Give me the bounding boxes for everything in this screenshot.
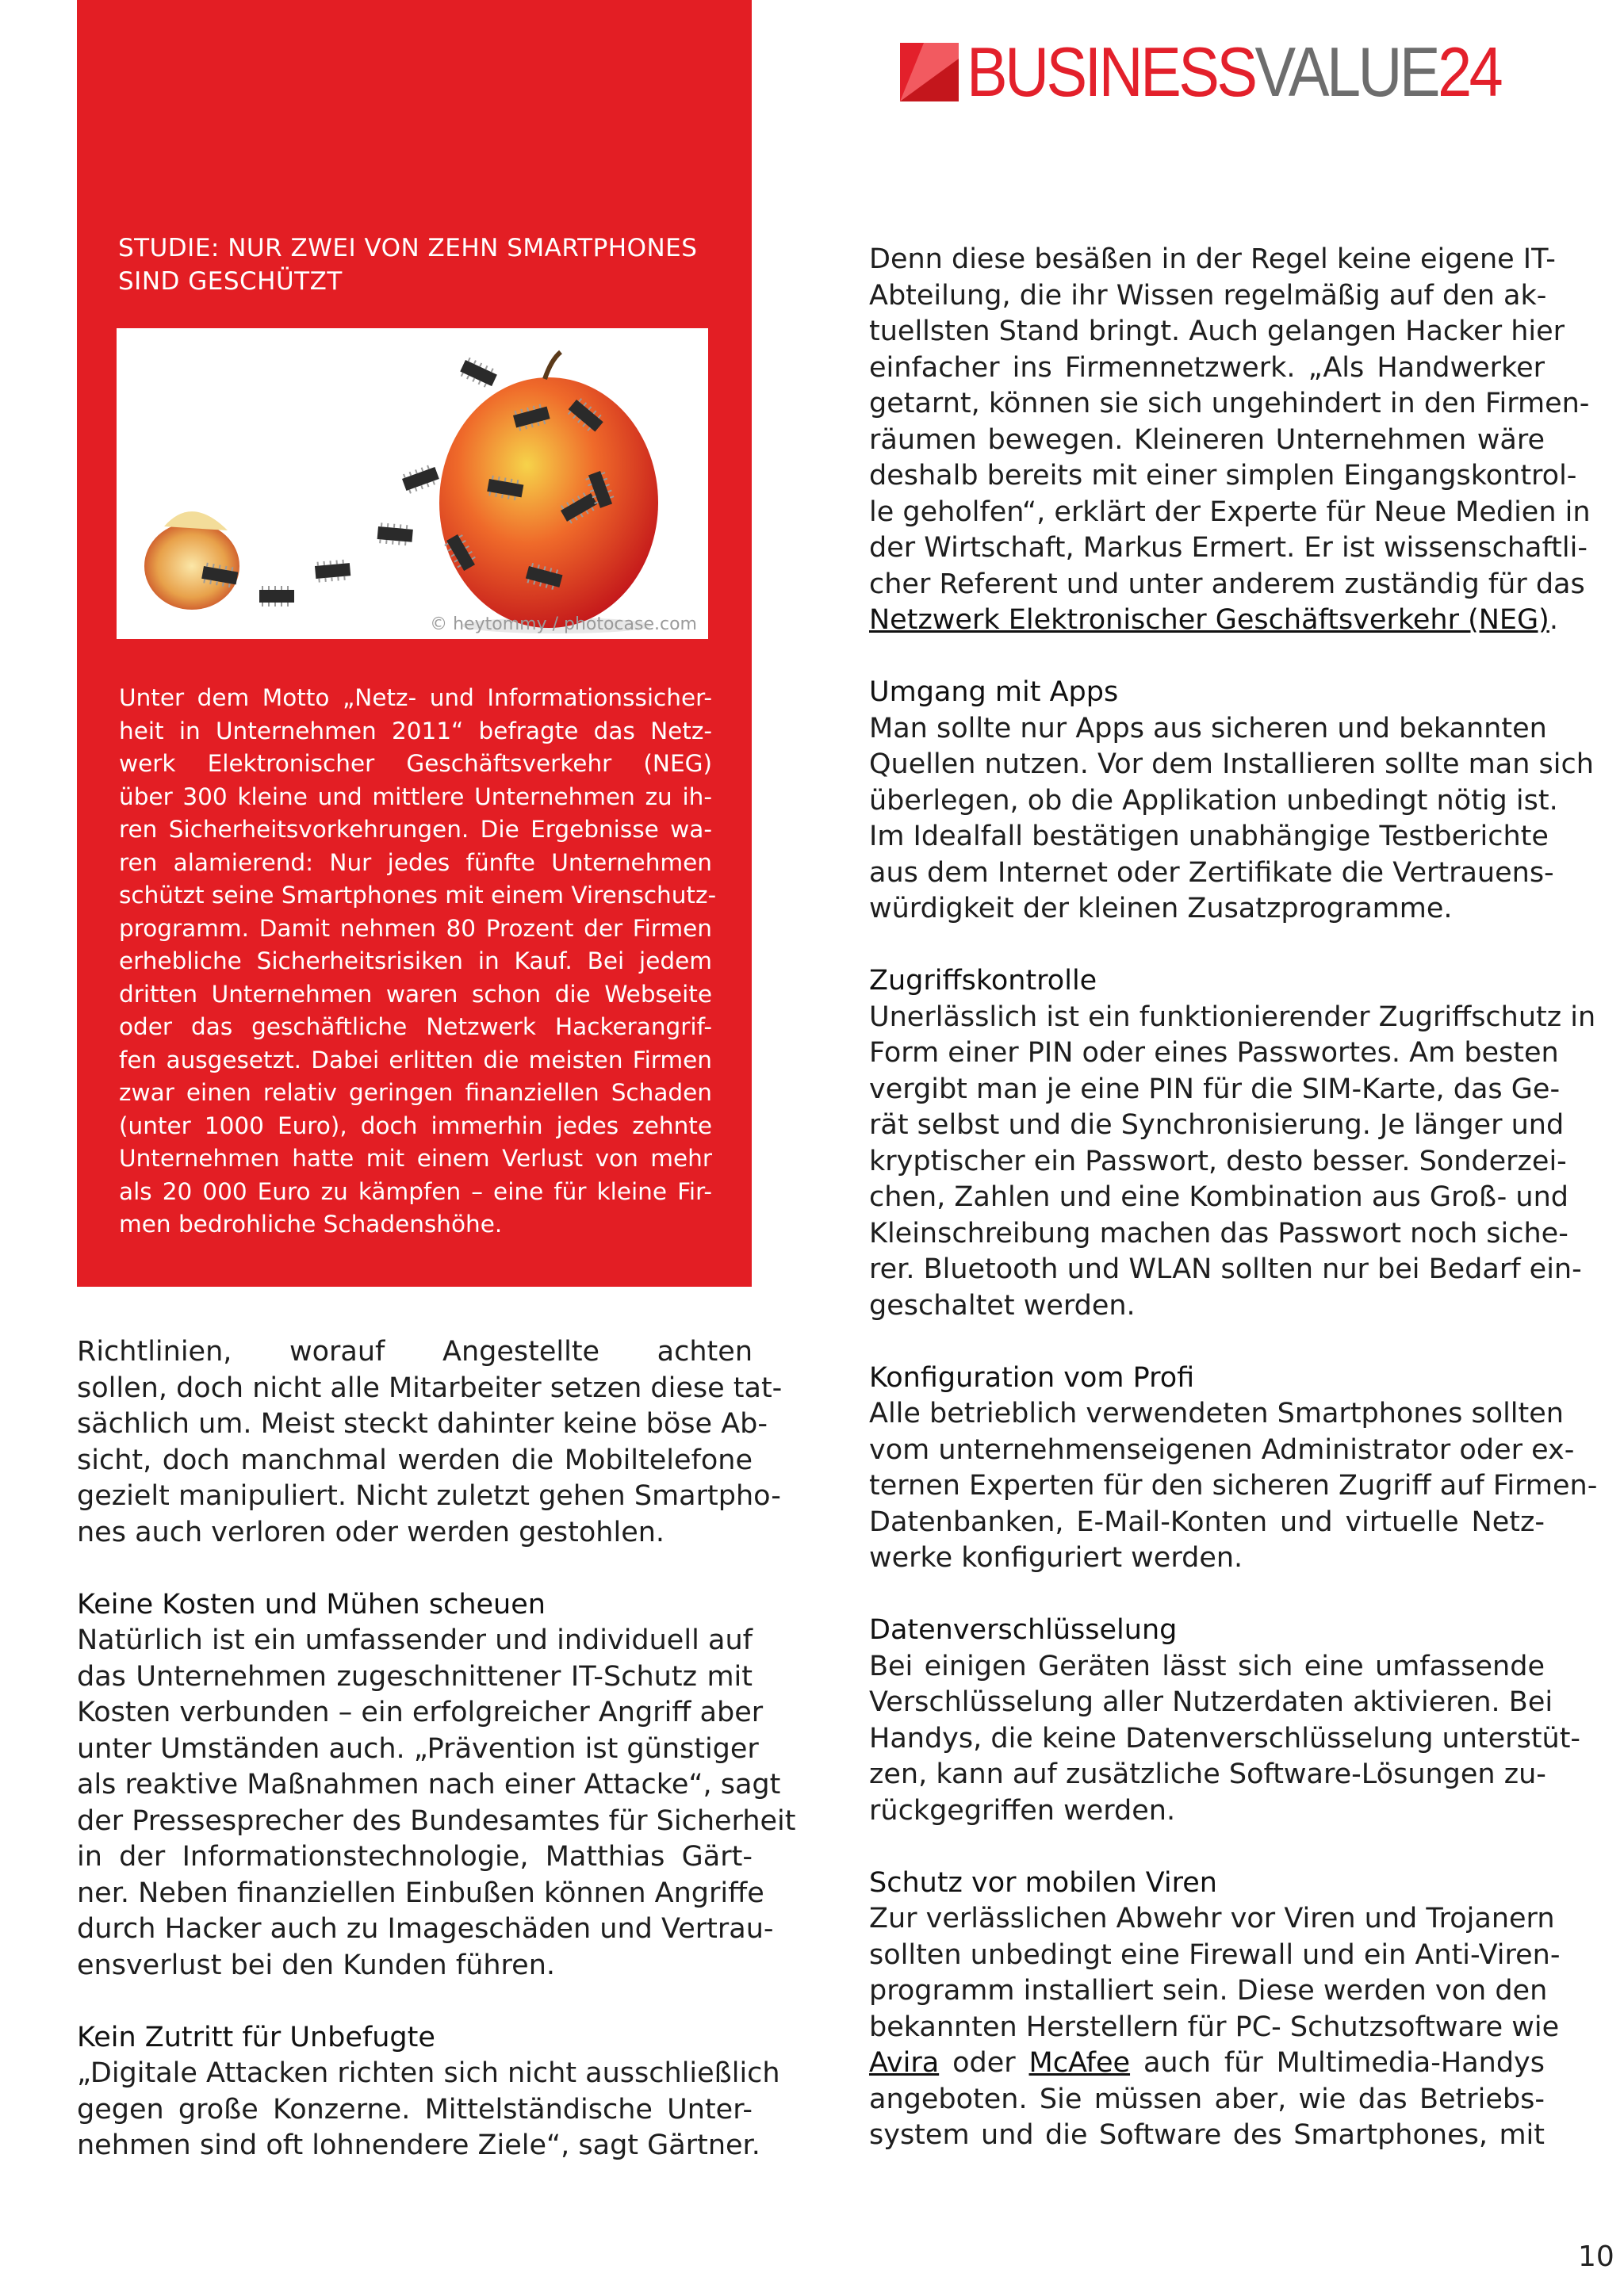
avira-link[interactable]: Avira <box>869 2047 940 2079</box>
paragraph-line: bekannten Herstellern für PC- Schutzsoftware wie <box>869 2011 1560 2043</box>
section-heading: Keine Kosten und Mühen scheuen <box>77 1588 546 1621</box>
paragraph-line: Richtlinien, worauf Angestellte achten <box>77 1336 753 1368</box>
after-links-text: auch für Multimedia-Handys <box>1130 2047 1545 2079</box>
paragraph-line: sollen, doch nicht alle Mitarbeiter setzen diese tat- <box>77 1372 783 1404</box>
sidebar-line: heit in Unternehmen 2011“ befragte das Netz- <box>119 717 712 744</box>
section-heading: Konfiguration vom Profi <box>869 1361 1195 1394</box>
logo-number: 24 <box>1438 33 1501 111</box>
paragraph-line: als reaktive Maßnahmen nach einer Attacke“, sagt <box>77 1769 781 1800</box>
sidebar-line: über 300 kleine und mittlere Unternehmen zu ih- <box>119 783 712 810</box>
sidebar-line: erhebliche Sicherheitsrisiken in Kauf. Bei jedem <box>119 947 712 974</box>
paragraph-line <box>869 2045 1545 2082</box>
paragraph-line: in der Informationstechnologie, Matthias Gärt- <box>77 1841 753 1873</box>
paragraph-line: durch Hacker auch zu Imageschäden und Vertrau- <box>77 1913 774 1945</box>
paragraph-line: Zur verlässlichen Abwehr vor Viren und Trojanern <box>869 1903 1555 1934</box>
paragraph-line: unter Umständen auch. „Prävention ist günstiger <box>77 1732 759 1765</box>
sidebar-title-line: STUDIE: NUR ZWEI VON ZEHN SMARTPHONES <box>118 234 698 262</box>
section-heading: Umgang mit Apps <box>869 676 1119 708</box>
apple-chips-illustration <box>117 328 708 639</box>
paragraph-line: sollten unbedingt eine Firewall und ein Anti-Viren- <box>869 1938 1561 1971</box>
paragraph-line: ternen Experten für den sicheren Zugriff auf Firmen- <box>869 1470 1598 1502</box>
sidebar-line: Unter dem Motto „Netz- und Informationssicher- <box>119 684 712 711</box>
section-heading: Datenverschlüsselung <box>869 1614 1178 1646</box>
paragraph-line: würdigkeit der kleinen Zusatzprogramme. <box>869 893 1453 924</box>
paragraph-line: Im Idealfall bestätigen unabhängige Testberichte <box>869 821 1549 852</box>
paragraph-line: einfacher ins Firmennetzwerk. „Als Handwerker <box>869 351 1545 384</box>
paragraph-line: ensverlust bei den Kunden führen. <box>77 1949 556 1981</box>
apple-microchips-photo <box>117 328 708 639</box>
sidebar-line: ren Sicherheitsvorkehrungen. Die Ergebnisse wa- <box>119 816 712 843</box>
sidebar-line: oder das geschäftliche Netzwerk Hackerangrif- <box>119 1013 712 1040</box>
paragraph-line: rückgegriffen werden. <box>869 1794 1176 1827</box>
businessvalue24-logo[interactable] <box>900 33 1573 111</box>
paragraph-line: Form einer PIN oder eines Passwortes. Am besten <box>869 1037 1559 1069</box>
neg-link-period: . <box>1549 604 1558 636</box>
paragraph-line: Verschlüsselung aller Nutzerdaten aktivieren. Bei <box>869 1686 1553 1718</box>
paragraph-line: Bei einigen Geräten lässt sich eine umfassende <box>869 1650 1545 1682</box>
section-heading: Zugriffskontrolle <box>869 965 1097 997</box>
sidebar-title <box>118 232 721 298</box>
sidebar-line: werk Elektronischer Geschäftsverkehr (NEG) <box>119 750 712 777</box>
logo-value: VALUE <box>1254 33 1438 111</box>
paragraph-line: werke konfiguriert werden. <box>869 1542 1243 1574</box>
paragraph-line: Abteilung, die ihr Wissen regelmäßig auf den ak- <box>869 279 1547 312</box>
paragraph-line: aus dem Internet oder Zertifikate die Vertrauens- <box>869 856 1554 889</box>
paragraph-line: angeboten. Sie müssen aber, wie das Betriebs- <box>869 2083 1545 2115</box>
or-text: oder <box>939 2047 1029 2079</box>
logo-mark-icon <box>900 43 959 101</box>
paragraph-line: vergibt man je eine PIN für die SIM-Karte, das Ge- <box>869 1073 1561 1105</box>
paragraph-line: überlegen, ob die Applikation unbedingt nötig ist. <box>869 784 1558 817</box>
paragraph-line: „Digitale Attacken richten sich nicht ausschließlich <box>77 2057 780 2089</box>
sidebar-line: schützt seine Smartphones mit einem Virenschutz- <box>119 882 717 909</box>
paragraph-line: programm installiert sein. Diese werden von den <box>869 1975 1548 2007</box>
paragraph-line: rät selbst und die Synchronisierung. Je länger und <box>869 1109 1565 1141</box>
paragraph-line: le geholfen“, erklärt der Experte für Neue Medien in <box>869 496 1591 528</box>
paragraph-line: das Unternehmen zugeschnittener IT-Schutz mit <box>77 1660 753 1693</box>
page-number: 10 <box>1578 2241 1614 2273</box>
sidebar-line: fen ausgesetzt. Dabei erlitten die meisten Firmen <box>119 1046 712 1073</box>
paragraph-line: deshalb bereits mit einer simplen Eingangskontrol- <box>869 460 1577 492</box>
paragraph-line: der Pressesprecher des Bundesamtes für Sicherheit <box>77 1804 796 1837</box>
logo-business: BUSINESS <box>967 33 1255 111</box>
paragraph-line: Denn diese besäßen in der Regel keine eigene IT- <box>869 243 1556 275</box>
paragraph-line: vom unternehmenseigenen Administrator oder ex- <box>869 1433 1575 1466</box>
paragraph-line: sächlich um. Meist steckt dahinter keine böse Ab- <box>77 1408 768 1440</box>
paragraph-line: kryptischer ein Passwort, desto besser. Sonderzei- <box>869 1145 1567 1177</box>
paragraph-line: Man sollte nur Apps aus sicheren und bekannten <box>869 712 1547 744</box>
right-column <box>869 242 1598 2154</box>
paragraph-line: system und die Software des Smartphones, mit <box>869 2119 1545 2151</box>
paragraph-line: gegen große Konzerne. Mittelständische Unter- <box>77 2093 753 2126</box>
paragraph-line: getarnt, können sie sich ungehindert in den Firmen- <box>869 388 1590 419</box>
paragraph-line: gezielt manipuliert. Nicht zuletzt gehen Smartpho- <box>77 1480 781 1512</box>
section-heading: Kein Zutritt für Unbefugte <box>77 2021 435 2053</box>
sidebar-title-line: SIND GESCHÜTZT <box>118 267 343 296</box>
paragraph-line: Kleinschreibung machen das Passwort noch siche- <box>869 1217 1568 1249</box>
paragraph-line: nes auch verloren oder werden gestohlen. <box>77 1516 665 1548</box>
paragraph-line: Quellen nutzen. Vor dem Installieren sollte man sich <box>869 748 1594 780</box>
paragraph-line: ner. Neben finanziellen Einbußen können Angriffe <box>77 1877 764 1909</box>
sidebar-line: (unter 1000 Euro), doch immerhin jedes zehnte <box>119 1112 712 1139</box>
sidebar-body <box>119 682 717 1242</box>
sidebar-line: ren alamierend: Nur jedes fünfte Unternehmen <box>119 848 712 876</box>
sidebar-line: Unternehmen hatte mit einem Verlust von mehr <box>119 1145 712 1172</box>
paragraph-line: Datenbanken, E-Mail-Konten und virtuelle Netz- <box>869 1506 1545 1538</box>
paragraph-line: räumen bewegen. Kleineren Unternehmen wäre <box>869 423 1545 456</box>
paragraph-line: rer. Bluetooth und WLAN sollten nur bei Bedarf ein- <box>869 1253 1582 1285</box>
paragraph-line: cher Referent und unter anderem zuständig für das <box>869 568 1585 600</box>
paragraph-line: zen, kann auf zusätzliche Software-Lösungen zu- <box>869 1758 1546 1790</box>
sidebar-line: als 20 000 Euro zu kämpfen – eine für kleine Fir- <box>119 1177 712 1205</box>
paragraph-line: Kosten verbunden – ein erfolgreicher Angriff aber <box>77 1697 764 1728</box>
paragraph-line: tuellsten Stand bringt. Auch gelangen Hacker hier <box>869 316 1565 347</box>
mcafee-link[interactable]: McAfee <box>1028 2047 1131 2079</box>
sidebar-line: dritten Unternehmen waren schon die Webseite <box>119 980 712 1008</box>
paragraph-line: der Wirtschaft, Markus Ermert. Er ist wissenschaftli- <box>869 532 1588 564</box>
photo-credit: © heytommy / photocase.com <box>430 614 697 634</box>
logo-wordmark <box>967 33 1501 111</box>
paragraph-line: Handys, die keine Datenverschlüsselung unterstüt- <box>869 1722 1581 1755</box>
sidebar-line: zwar einen relativ geringen finanziellen Schaden <box>119 1079 712 1106</box>
paragraph-line: geschaltet werden. <box>869 1289 1136 1322</box>
paragraph-line: sicht, doch manchmal werden die Mobiltelefone <box>77 1444 753 1476</box>
sidebar-line: programm. Damit nehmen 80 Prozent der Firmen <box>119 914 712 942</box>
neg-link[interactable]: Netzwerk Elektronischer Geschäftsverkehr (NEG) <box>869 604 1549 636</box>
paragraph-line: Alle betrieblich verwendeten Smartphones sollten <box>869 1398 1564 1429</box>
paragraph-line: nehmen sind oft lohnendere Ziele“, sagt Gärtner. <box>77 2130 760 2161</box>
section-heading: Schutz vor mobilen Viren <box>869 1866 1217 1899</box>
paragraph-line <box>869 603 1558 639</box>
sidebar-line: men bedrohliche Schadenshöhe. <box>119 1211 503 1238</box>
paragraph-line: Unerlässlich ist ein funktionierender Zugriffschutz in <box>869 1001 1596 1033</box>
left-column <box>77 1334 796 2164</box>
paragraph-line: chen, Zahlen und eine Kombination aus Groß- und <box>869 1181 1569 1213</box>
paragraph-line: Natürlich ist ein umfassender und individuell auf <box>77 1624 753 1656</box>
